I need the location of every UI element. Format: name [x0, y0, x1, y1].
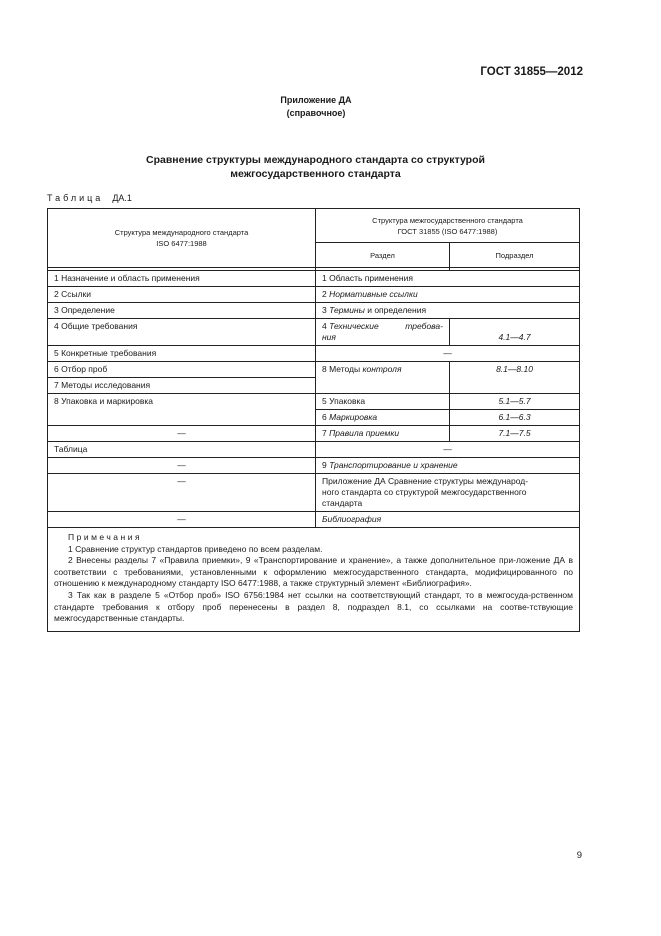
cell-intl: 6 Отбор проб	[48, 362, 316, 378]
document-title-line2: межгосударственного стандарта	[230, 168, 401, 180]
cell-interstate: 6 Маркировка	[316, 410, 450, 426]
table-row	[48, 442, 580, 458]
header-interstate-line1: Структура межгосударственного стандарта	[372, 215, 523, 225]
cell-intl: —	[48, 426, 316, 442]
note-2: 2 Внесены разделы 7 «Правила приемки», 9 «Транспортирование и хранение», а также дополнительное при-ложение ДА в соответствии с требованиями, установленными к оформлению межгосударственного стандарта, модифицированного по отношению к международному стандарту ISO 6477:1988, а также структурный элемент «Библиография».	[54, 555, 574, 589]
table-label-number: ДА.1	[112, 193, 132, 203]
cell-interstate: 2 Нормативные ссылки	[316, 287, 580, 303]
cell-intl: 8 Упаковка и маркировка	[48, 394, 316, 426]
table-row	[48, 426, 580, 442]
cell-interstate-merged: —	[316, 346, 580, 362]
notes-heading: Примечания	[68, 532, 143, 542]
cell-intl: 1 Назначение и область применения	[48, 271, 316, 287]
cell-subsection: 5.1—5.7	[450, 394, 580, 410]
standard-code: ГОСТ 31855—2012	[480, 66, 583, 78]
table-row	[48, 458, 580, 474]
appendix-type: (справочное)	[286, 108, 346, 118]
document-title-line1: Сравнение структуры международного стандарта со структурой	[146, 154, 485, 166]
cell-intl: 2 Ссылки	[48, 287, 316, 303]
cell-interstate: 7 Правила приемки	[316, 426, 450, 442]
header-section-right: Раздел	[316, 243, 450, 268]
cell-interstate: 4 Технические требова- ния	[316, 319, 450, 346]
cell-intl: Таблица	[48, 442, 316, 458]
comparison-table	[47, 208, 580, 632]
note-1: 1 Сравнение структур стандартов приведено по всем разделам.	[68, 543, 323, 554]
cell-subsection: 6.1—6.3	[450, 410, 580, 426]
header-intl-line1: Структура международного стандарта	[114, 228, 249, 237]
page-number: 9	[576, 850, 582, 861]
cell-interstate: 5 Упаковка	[316, 394, 450, 410]
appendix-title: Приложение ДА	[280, 95, 352, 105]
table-row	[48, 474, 580, 512]
cell-intl: —	[48, 474, 316, 512]
table-label	[47, 193, 132, 203]
cell-intl: 4 Общие требования	[48, 319, 316, 346]
header-interstate-line2: ГОСТ 31855 (ISO 6477:1988)	[397, 226, 498, 236]
cell-interstate: 8 Методы контроля	[316, 362, 450, 394]
header-intl-structure	[48, 209, 316, 268]
header-intl-line2: ISO 6477:1988	[156, 239, 207, 248]
table-row	[48, 394, 580, 410]
appendix-heading	[0, 94, 632, 120]
table-header-row	[48, 209, 580, 243]
table-row	[48, 319, 580, 346]
note-3: 3 Так как в разделе 5 «Отбор проб» ISO 6756:1984 нет ссылки на соответствующий стандарт, то в межгосуда-рственном стандарте требования к отбору проб перенесены в раздел 8, подраздел 8.1, со ссылками на соотве-тствующие межгосударственные стандарты.	[54, 589, 574, 624]
table-notes	[48, 528, 580, 632]
table-row	[48, 271, 580, 287]
cell-interstate: 9 Транспортирование и хранение	[316, 458, 580, 474]
cell-interstate-merged: —	[316, 442, 580, 458]
notes-row	[48, 528, 580, 632]
header-subsection: Подраздел	[450, 243, 580, 268]
cell-interstate: Приложение ДА Сравнение структуры международ- ного стандарта со структурой межгосударственного стандарта	[316, 474, 580, 512]
table-row	[48, 512, 580, 528]
cell-interstate: Библиография	[316, 512, 580, 528]
cell-subsection: 7.1—7.5	[450, 426, 580, 442]
table-row	[48, 346, 580, 362]
table-row	[48, 287, 580, 303]
table-row	[48, 303, 580, 319]
table-row	[48, 362, 580, 378]
cell-intl: 7 Методы исследования	[48, 378, 316, 394]
cell-subsection: 4.1—4.7	[450, 319, 580, 346]
cell-subsection: 8.1—8.10	[450, 362, 580, 394]
cell-interstate: 1 Область применения	[316, 271, 580, 287]
cell-intl: 5 Конкретные требования	[48, 346, 316, 362]
cell-intl: —	[48, 458, 316, 474]
cell-intl: —	[48, 512, 316, 528]
cell-interstate: 3 Термины и определения	[316, 303, 580, 319]
cell-intl: 3 Определение	[48, 303, 316, 319]
table-label-word: Таблица	[47, 193, 104, 203]
document-title	[47, 153, 584, 181]
header-interstate-structure	[316, 209, 580, 243]
